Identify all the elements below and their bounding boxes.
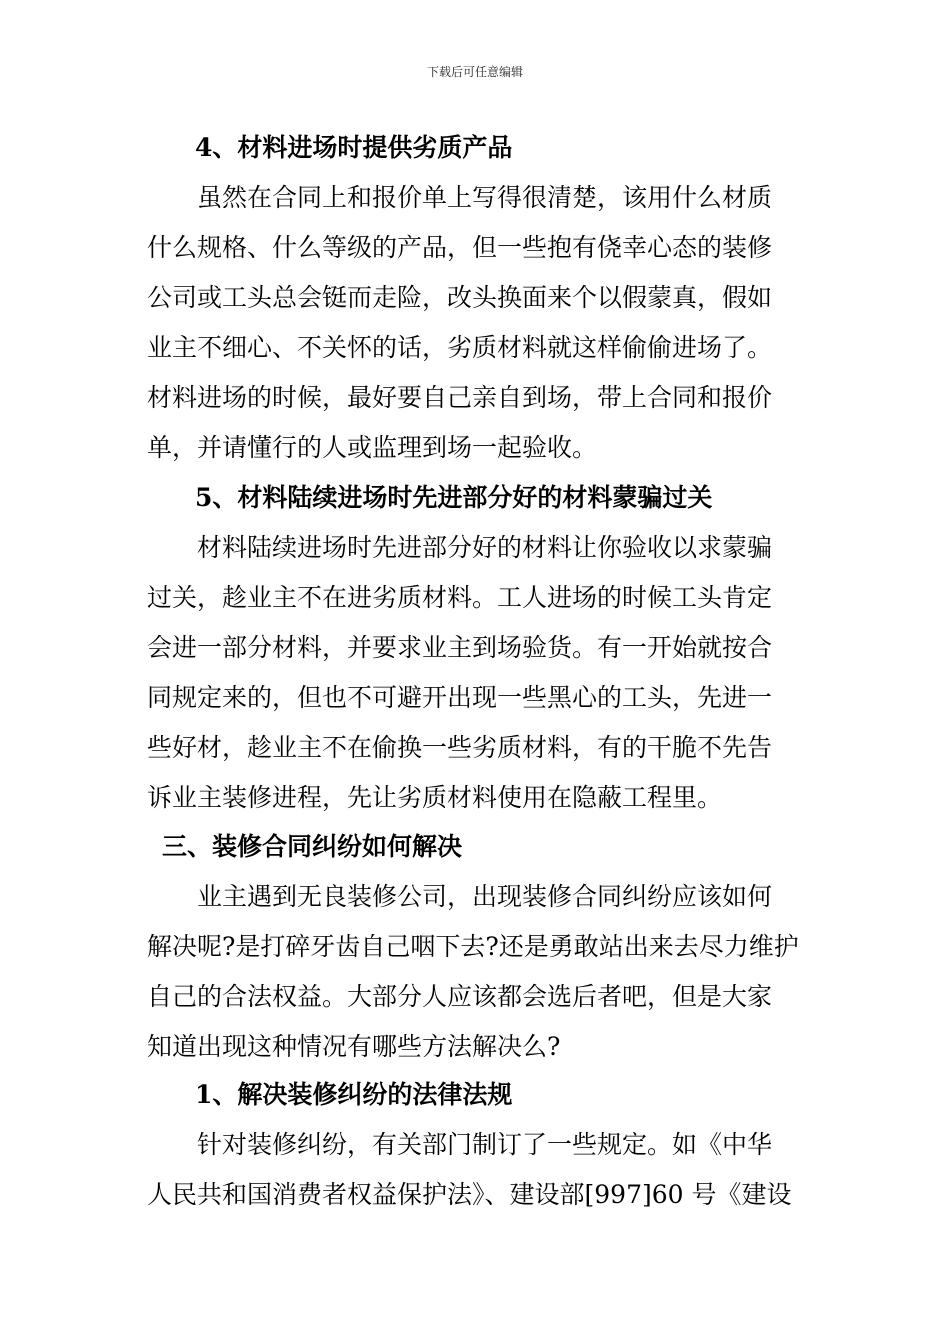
paragraph-line: 解决呢?是打碎牙齿自己咽下去?还是勇敢站出来去尽力维护 bbox=[147, 932, 799, 961]
paragraph-line: 虽然在合同上和报价单上写得很清楚，该用什么材质 bbox=[197, 183, 773, 212]
paragraph-line: 知道出现这种情况有哪些方法解决么? bbox=[147, 1032, 561, 1061]
paragraph-line: 人民共和国消费者权益保护法》、建设部[997]60 号《建设 bbox=[147, 1180, 792, 1209]
paragraph-line: 诉业主装修进程，先让劣质材料使用在隐蔽工程里。 bbox=[147, 783, 723, 812]
paragraph-line: 什么规格、什么等级的产品，但一些抱有侥幸心态的装修 bbox=[147, 233, 773, 262]
heading-5-good-materials-first: 5、材料陆续进场时先进部分好的材料蒙骗过关 bbox=[195, 483, 713, 512]
section-heading-3-dispute-resolution: 三、装修合同纠纷如何解决 bbox=[162, 832, 463, 861]
heading-1-laws-and-regulations: 1、解决装修纠纷的法律法规 bbox=[195, 1080, 513, 1109]
paragraph-line: 些好材，趁业主不在偷换一些劣质材料，有的干脆不先告 bbox=[147, 733, 773, 762]
paragraph-line: 针对装修纠纷，有关部门制订了一些规定。如《中华 bbox=[197, 1130, 773, 1159]
paragraph-line: 业主不细心、不关怀的话，劣质材料就这样偷偷进场了。 bbox=[147, 333, 773, 362]
paragraph-line: 过关，趁业主不在进劣质材料。工人进场的时候工头肯定 bbox=[147, 583, 773, 612]
paragraph-line: 自己的合法权益。大部分人应该都会选后者吧，但是大家 bbox=[147, 982, 773, 1011]
heading-4-inferior-materials: 4、材料进场时提供劣质产品 bbox=[195, 133, 513, 162]
paragraph-line: 同规定来的，但也不可避开出现一些黑心的工头，先进一 bbox=[147, 683, 773, 712]
paragraph-line: 业主遇到无良装修公司，出现装修合同纠纷应该如何 bbox=[197, 882, 773, 911]
paragraph-line: 单，并请懂行的人或监理到场一起验收。 bbox=[147, 433, 598, 462]
paragraph-line: 材料陆续进场时先进部分好的材料让你验收以求蒙骗 bbox=[197, 533, 773, 562]
page-header-note: 下载后可任意编辑 bbox=[426, 65, 523, 79]
paragraph-line: 会进一部分材料，并要求业主到场验货。有一开始就按合 bbox=[147, 633, 773, 662]
paragraph-line: 公司或工头总会铤而走险，改头换面来个以假蒙真，假如 bbox=[147, 283, 773, 312]
paragraph-line: 材料进场的时候，最好要自己亲自到场，带上合同和报价 bbox=[147, 383, 773, 412]
